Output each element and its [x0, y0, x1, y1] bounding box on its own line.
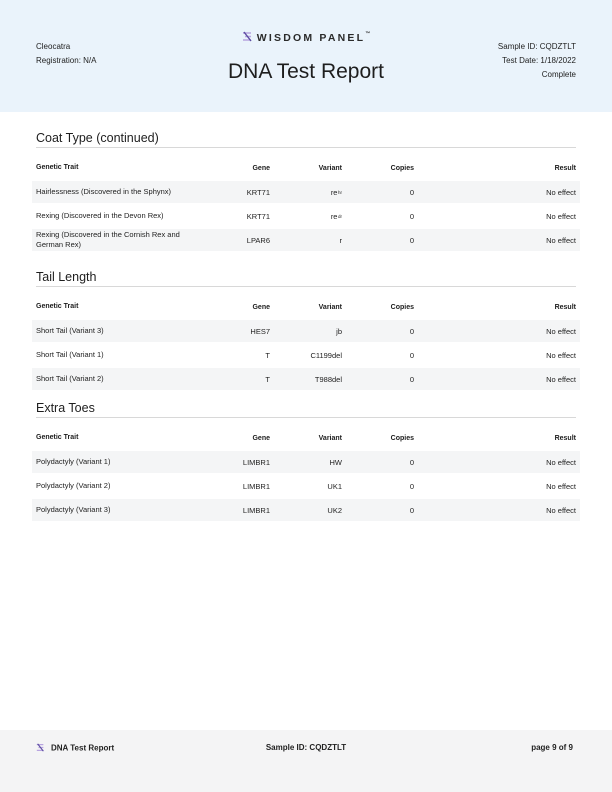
pet-name: Cleocatra: [36, 42, 71, 51]
gene: KRT71: [246, 211, 270, 221]
table-row: [32, 181, 580, 203]
trait-name: Short Tail (Variant 2): [36, 374, 104, 383]
col-header-variant: Variant: [318, 164, 342, 172]
section-divider: [36, 147, 576, 148]
col-header-variant: Variant: [318, 434, 342, 442]
table-row: [32, 475, 580, 497]
col-header-trait: Genetic Trait: [36, 164, 79, 171]
gene: LIMBR1: [242, 505, 270, 515]
variant-superscript: hr: [337, 189, 342, 195]
table-row: [32, 499, 580, 521]
gene: KRT71: [246, 187, 270, 197]
result: No effect: [546, 187, 576, 197]
copies: 0: [409, 374, 414, 384]
gene: LPAR6: [246, 235, 270, 245]
copies: 0: [409, 211, 414, 221]
table-header: [32, 300, 580, 314]
section-title-tail-length: Tail Length: [36, 270, 97, 284]
trait-name: Hairlessness (Discovered in the Sphynx): [36, 187, 172, 196]
variant: T988del: [314, 374, 342, 384]
copies: 0: [409, 326, 414, 336]
table-header: [32, 431, 580, 445]
result: No effect: [546, 326, 576, 336]
gene: T: [265, 350, 270, 360]
sample-info: [498, 40, 576, 82]
gene: LIMBR1: [242, 457, 270, 467]
trait-name: Polydactyly (Variant 1): [36, 457, 111, 466]
result: No effect: [546, 235, 576, 245]
copies: 0: [409, 457, 414, 467]
result: No effect: [546, 211, 576, 221]
table-row: [32, 344, 580, 366]
variant-superscript: dr: [337, 213, 342, 219]
section-divider: [36, 286, 576, 287]
page-number: page 9 of 9: [531, 743, 573, 752]
col-header-result: Result: [554, 164, 576, 172]
col-header-result: Result: [554, 303, 576, 311]
footer-sample-id: Sample ID: CQDZTLT: [265, 743, 347, 752]
col-header-trait: Genetic Trait: [36, 434, 79, 441]
logo-trademark: ™: [365, 31, 371, 37]
result: No effect: [546, 457, 576, 467]
variant: r: [339, 235, 342, 245]
col-header-variant: Variant: [318, 303, 342, 311]
report-header: [0, 0, 612, 112]
col-header-copies: Copies: [390, 303, 414, 311]
gene: LIMBR1: [242, 481, 270, 491]
result: No effect: [546, 350, 576, 360]
section-divider: [36, 417, 576, 418]
table-header: [32, 161, 580, 175]
col-header-trait: Genetic Trait: [36, 303, 79, 310]
variant: re dr: [330, 211, 342, 221]
trait-name: Rexing (Discovered in the Devon Rex): [36, 211, 164, 220]
result: No effect: [546, 374, 576, 384]
table-row: [32, 205, 580, 227]
sample-id: Sample ID: CQDZTLT: [497, 42, 576, 51]
result: No effect: [546, 505, 576, 515]
logo-text: WISDOM PANEL: [256, 31, 366, 44]
report-footer: [0, 730, 612, 792]
variant: UK2: [327, 505, 342, 515]
variant: jb: [336, 326, 342, 336]
copies: 0: [409, 350, 414, 360]
col-header-gene: Gene: [252, 164, 270, 172]
table-row: [32, 451, 580, 473]
registration: Registration: N/A: [36, 56, 97, 65]
gene: T: [265, 374, 270, 384]
trait-name: Rexing (Discovered in the Cornish Rex and German Rex): [36, 230, 180, 249]
variant: re hr: [330, 187, 342, 197]
col-header-copies: Copies: [390, 164, 414, 172]
variant: C1199del: [310, 350, 342, 360]
col-header-gene: Gene: [252, 434, 270, 442]
col-header-copies: Copies: [390, 434, 414, 442]
test-date: Test Date: 1/18/2022: [502, 56, 576, 65]
copies: 0: [409, 235, 414, 245]
table-row: [32, 368, 580, 390]
test-status: Complete: [541, 70, 576, 79]
wisdom-panel-logo-icon: [242, 31, 253, 45]
trait-name: Short Tail (Variant 3): [36, 326, 104, 335]
table-row: [32, 229, 580, 251]
copies: 0: [409, 505, 414, 515]
trait-name: Polydactyly (Variant 3): [36, 505, 111, 514]
footer-doc-title: DNA Test Report: [36, 743, 114, 754]
variant: HW: [329, 457, 342, 467]
trait-name: Polydactyly (Variant 2): [36, 481, 111, 490]
section-title-extra-toes: Extra Toes: [36, 401, 95, 415]
page-title: DNA Test Report: [227, 60, 384, 83]
gene: HES7: [250, 326, 270, 336]
copies: 0: [409, 187, 414, 197]
col-header-result: Result: [554, 434, 576, 442]
col-header-gene: Gene: [252, 303, 270, 311]
copies: 0: [409, 481, 414, 491]
trait-name: Short Tail (Variant 1): [36, 350, 104, 359]
result: No effect: [546, 481, 576, 491]
section-title-coat-type: Coat Type (continued): [36, 131, 159, 145]
table-row: [32, 320, 580, 342]
variant: UK1: [327, 481, 342, 491]
